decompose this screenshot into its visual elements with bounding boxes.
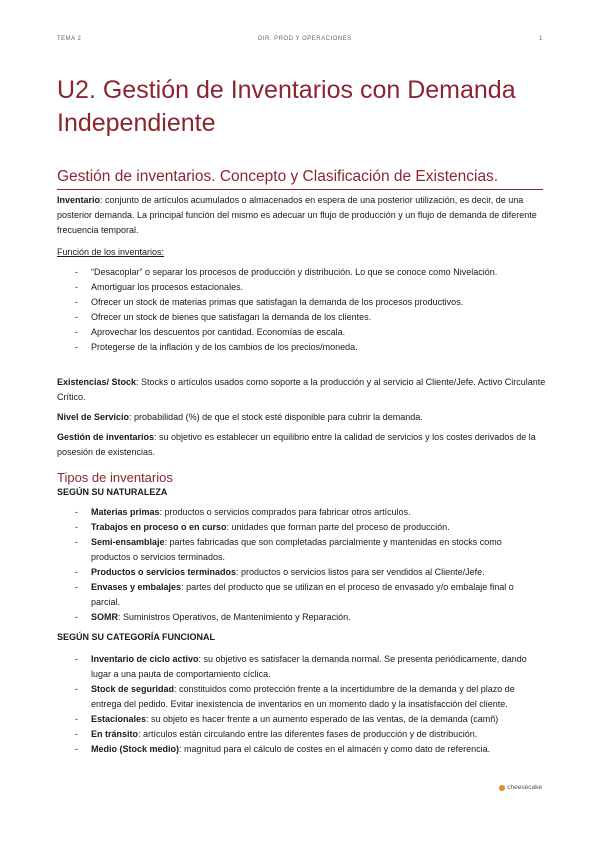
section-divider <box>57 189 543 190</box>
nivel-term: Nivel de Servicio <box>57 412 130 422</box>
gestion-term: Gestión de inventarios <box>57 432 155 442</box>
list-item <box>57 535 543 565</box>
existencias-definition <box>57 375 547 405</box>
item-text: : Suministros Operativos, de Mantenimiento y Reparación. <box>118 612 351 622</box>
naturaleza-list <box>57 505 543 625</box>
item-term: SOMR <box>91 612 118 622</box>
list-item <box>57 565 543 580</box>
item-term: Materias primas <box>91 507 160 517</box>
funcional-heading: SEGÚN SU CATEGORÍA FUNCIONAL <box>57 632 216 642</box>
gestion-text: : su objetivo es establecer un equilibrio entre la calidad de servicios y los costes derivados de la posesión de existencias. <box>57 432 536 457</box>
list-item <box>57 742 543 757</box>
funcion-list <box>57 265 543 355</box>
list-item: - Ofrecer un stock de bienes que satisfagan la demanda de los clientes. <box>57 310 543 325</box>
gestion-definition <box>57 430 547 460</box>
item-term: Productos o servicios terminados <box>91 567 237 577</box>
list-item <box>57 652 543 682</box>
existencias-text: : Stocks o artículos usados como soporte a la producción y al servicio al Cliente/Jefe. Activo Circulante Crítico. <box>57 377 546 402</box>
list-item <box>57 505 543 520</box>
item-term: Estacionales <box>91 714 147 724</box>
logo-icon <box>499 785 505 791</box>
funcional-list <box>57 652 543 757</box>
funcion-heading <box>57 245 547 260</box>
item-text: : partes fabricadas que son completadas parcialmente y mantenidas en stocks como productos o servicios terminados. <box>91 537 502 562</box>
tipos-title: Tipos de inventarios <box>57 470 173 485</box>
item-term: Medio (Stock medio) <box>91 744 180 754</box>
list-item <box>57 682 543 712</box>
nivel-servicio-definition <box>57 410 547 425</box>
list-item <box>57 610 543 625</box>
item-text: : partes del producto que se utilizan en el proceso de envasado y/o embalaje final o parcial. <box>91 582 514 607</box>
page-title: U2. Gestión de Inventarios con Demanda Independiente <box>57 76 516 137</box>
list-item: - “Desacoplar” o separar los procesos de producción y distribución. Lo que se conoce como Nivelación. <box>57 265 543 280</box>
item-text: : unidades que forman parte del proceso de producción. <box>226 522 450 532</box>
list-item <box>57 580 543 610</box>
list-item: - Ofrecer un stock de materias primas que satisfagan la demanda de los procesos productivos. <box>57 295 543 310</box>
item-text: : artículos están circulando entre las diferentes fases de producción y de distribución. <box>138 729 478 739</box>
list-item: - Aprovechar los descuentos por cantidad. Economías de escala. <box>57 325 543 340</box>
item-term: Semi-ensamblaje <box>91 537 165 547</box>
list-item <box>57 520 543 535</box>
item-text: : productos o servicios listos para ser vendidos al Cliente/Jefe. <box>236 567 485 577</box>
header-page-number: 1 <box>539 36 543 42</box>
section-title: Gestión de inventarios. Concepto y Clasificación de Existencias. <box>57 168 499 185</box>
item-term: En tránsito <box>91 729 139 739</box>
logo-text: cheesecake <box>507 784 542 791</box>
naturaleza-heading: SEGÚN SU NATURALEZA <box>57 487 168 497</box>
item-text: : constituidos como protección frente a la incertidumbre de la demanda y del plazo de entrega del pedido. Evitar inexistencia de inventarios en un momento dado y la insatisfacción del cliente. <box>91 684 515 709</box>
list-item: - Amortiguar los procesos estacionales. <box>57 280 543 295</box>
item-text: : productos o servicios comprados para fabricar otros artículos. <box>159 507 411 517</box>
item-text: : su objeto es hacer frente a un aumento esperado de las ventas, de la demanda (camñ) <box>146 714 499 724</box>
funcion-heading-text: Función de los inventarios: <box>57 247 165 257</box>
item-text: : magnitud para el cálculo de costes en el almacén y como dato de referencia. <box>179 744 491 754</box>
item-term: Envases y embalajes <box>91 582 182 592</box>
header-center: DIR. PROD Y OPERACIONES <box>258 36 352 42</box>
existencias-term: Existencias/ Stock <box>57 377 137 387</box>
cheesecake-logo <box>499 784 542 791</box>
list-item <box>57 712 543 727</box>
item-term: Trabajos en proceso o en curso <box>91 522 227 532</box>
list-item <box>57 727 543 742</box>
nivel-text: : probabilidad (%) de que el stock esté disponible para cubrir la demanda. <box>129 412 423 422</box>
item-text: : su objetivo es satisfacer la demanda normal. Se presenta periódicamente, dando lugar a una pauta de comportamiento cíclica. <box>91 654 527 679</box>
list-item: - Protegerse de la inflación y de los cambios de los precios/moneda. <box>57 340 543 355</box>
item-term: Inventario de ciclo activo <box>91 654 199 664</box>
header-left: TEMA 2 <box>57 36 82 42</box>
inventario-definition <box>57 193 547 238</box>
inventario-text: : conjunto de artículos acumulados o almacenados en espera de una posterior utilización, es decir, de una posterior demanda. La principal función del mismo es adecuar un flujo de producción y un flujo de demanda de diferente frecuencia temporal. <box>57 195 537 235</box>
inventario-term: Inventario <box>57 195 101 205</box>
item-term: Stock de seguridad <box>91 684 175 694</box>
